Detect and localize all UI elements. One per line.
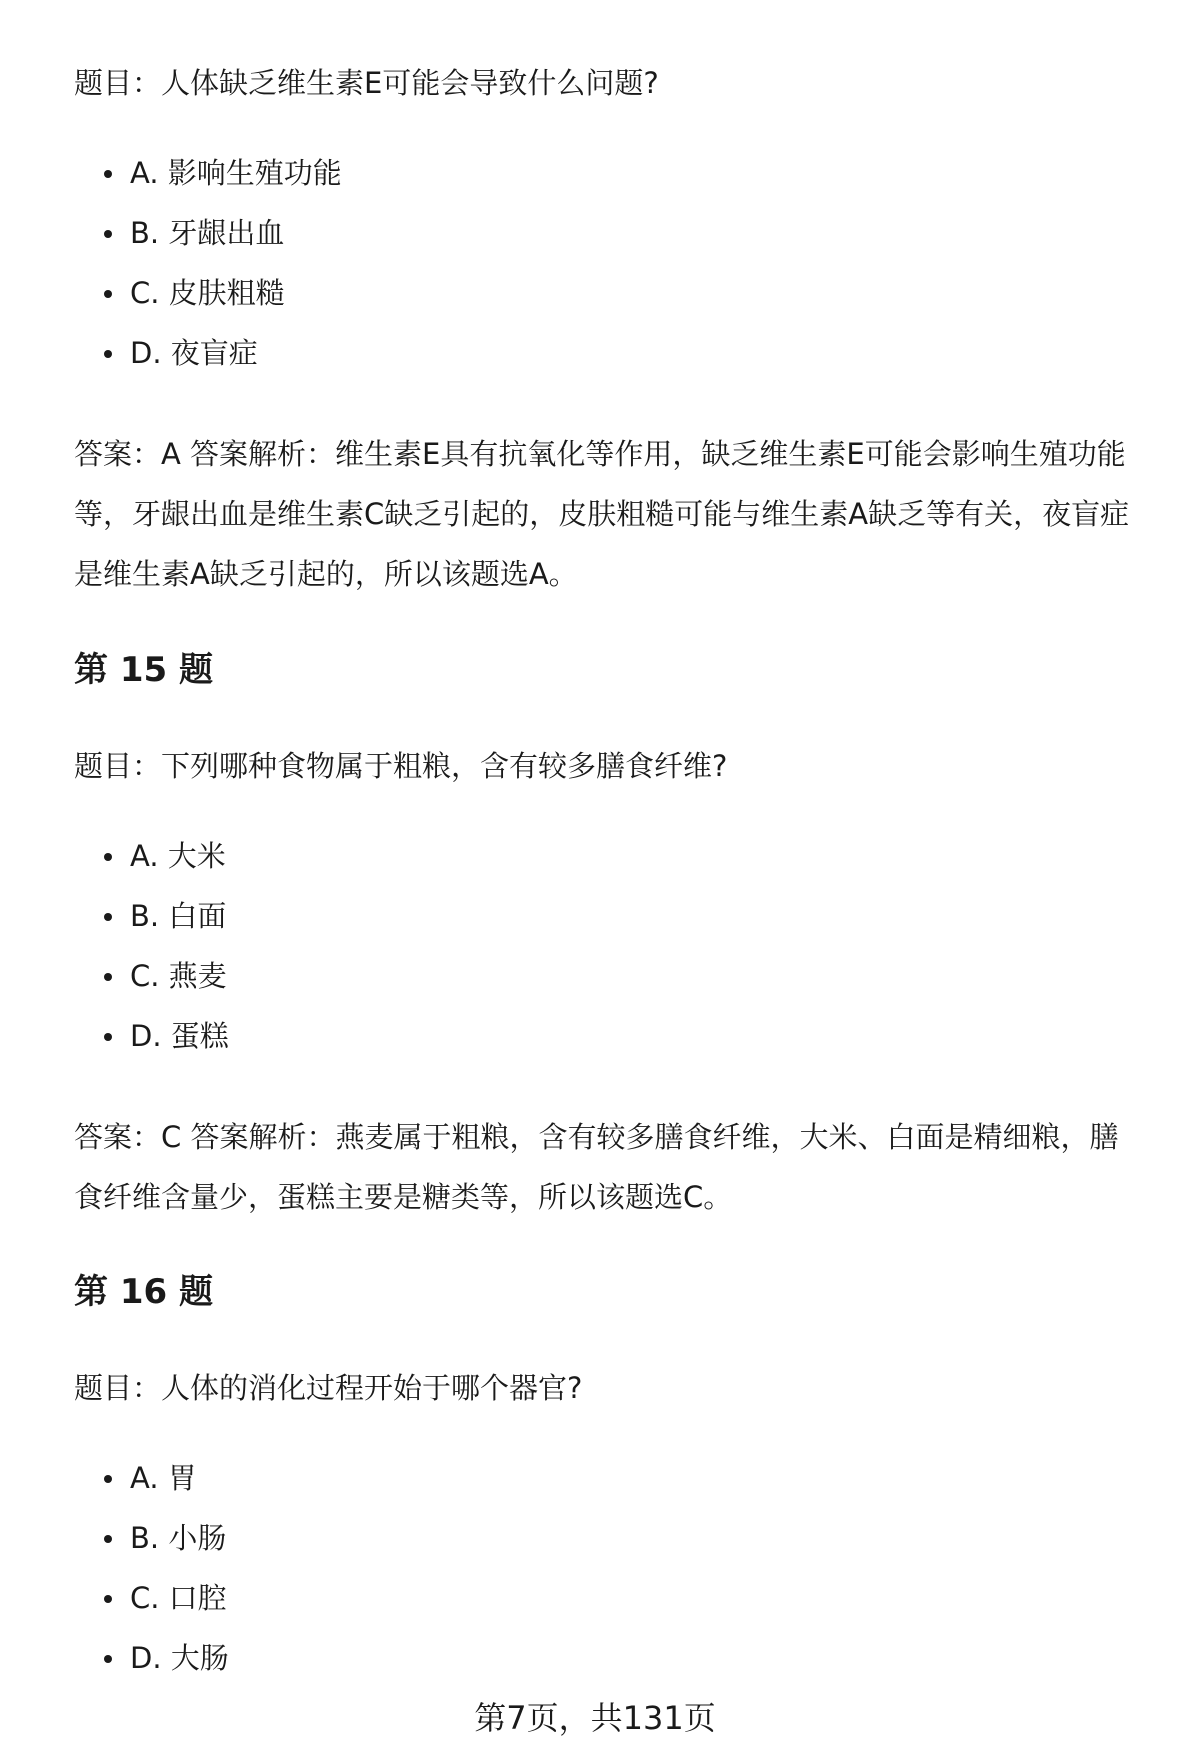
- option-c: C. 燕麦: [74, 956, 229, 1016]
- question-14-answer: [74, 424, 1174, 604]
- question-14-options: [74, 153, 342, 393]
- answer-line: 食纤维含量少，蛋糕主要是糖类等，所以该题选C。: [74, 1180, 733, 1214]
- question-16-text: 题目：人体的消化过程开始于哪个器官?: [74, 1371, 583, 1405]
- answer-line: 答案：A 答案解析：维生素E具有抗氧化等作用，缺乏维生素E可能会影响生殖功能: [74, 437, 1126, 471]
- answer-line: 是维生素A缺乏引起的，所以该题选A。: [74, 557, 578, 591]
- question-15-text: 题目：下列哪种食物属于粗粮，含有较多膳食纤维?: [74, 749, 728, 783]
- option-a: A. 胃: [74, 1458, 229, 1518]
- question-14-text: 题目：人体缺乏维生素E可能会导致什么问题?: [74, 66, 659, 100]
- question-15-options: [74, 836, 229, 1076]
- question-15-heading: 第 15 题: [74, 650, 213, 690]
- option-a: A. 影响生殖功能: [74, 153, 342, 213]
- option-b: B. 牙龈出血: [74, 213, 342, 273]
- option-a: A. 大米: [74, 836, 229, 896]
- option-b: B. 小肠: [74, 1518, 229, 1578]
- option-d: D. 蛋糕: [74, 1016, 229, 1076]
- option-d: D. 夜盲症: [74, 333, 342, 393]
- answer-line: 答案：C 答案解析：燕麦属于粗粮，含有较多膳食纤维，大米、白面是精细粮，膳: [74, 1120, 1119, 1154]
- option-b: B. 白面: [74, 896, 229, 956]
- question-15-answer: [74, 1107, 1174, 1227]
- answer-line: 等，牙龈出血是维生素C缺乏引起的，皮肤粗糙可能与维生素A缺乏等有关，夜盲症: [74, 497, 1130, 531]
- question-16-options: [74, 1458, 229, 1698]
- question-16-heading: 第 16 题: [74, 1272, 213, 1312]
- document-page: [74, 0, 1174, 1755]
- option-c: C. 皮肤粗糙: [74, 273, 342, 333]
- option-d: D. 大肠: [74, 1638, 229, 1698]
- page-number-footer: 第7页，共131页: [474, 1699, 716, 1737]
- option-c: C. 口腔: [74, 1578, 229, 1638]
